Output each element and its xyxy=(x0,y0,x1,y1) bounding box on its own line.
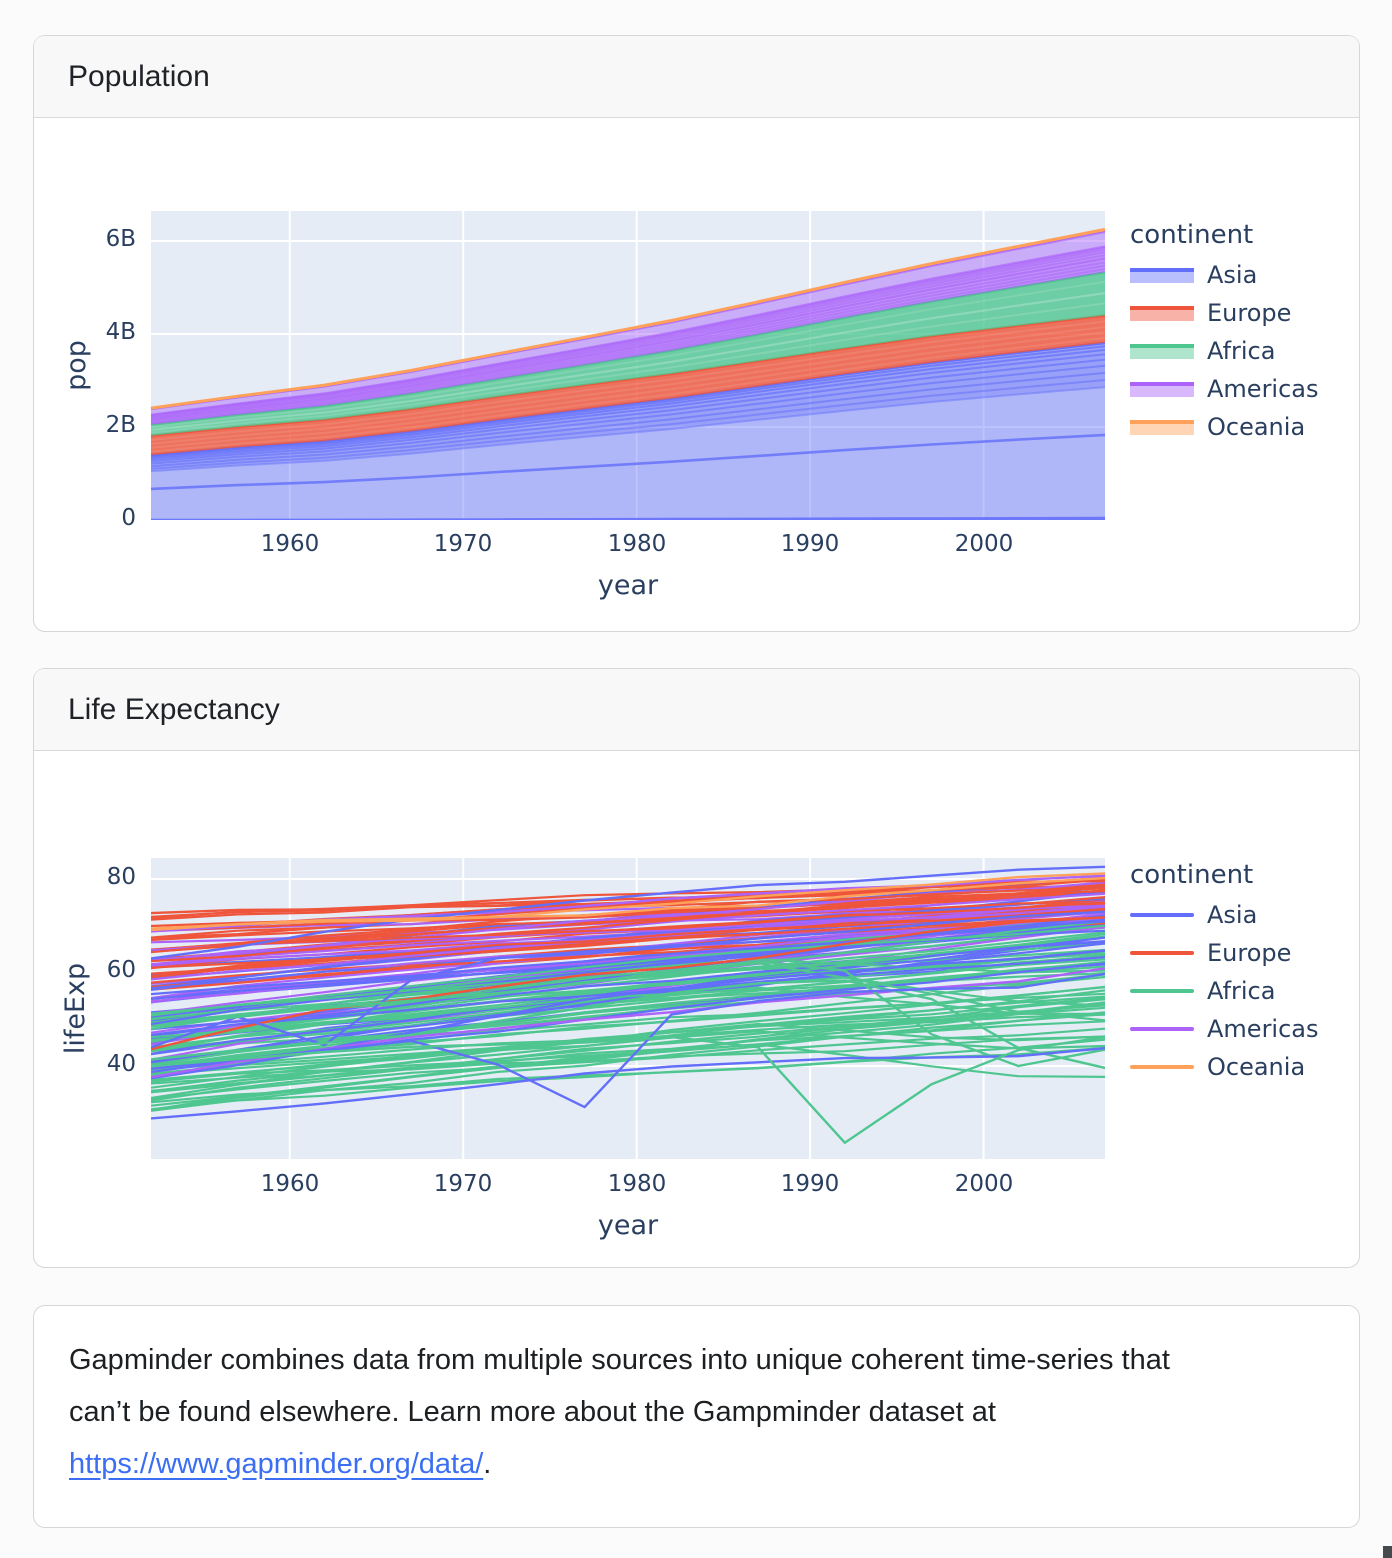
population-legend-title: continent xyxy=(1130,220,1254,250)
population-x-axis-title-text: year xyxy=(597,570,659,601)
life-expectancy-legend-item-europe[interactable] xyxy=(1130,934,1359,972)
population-ytick-6B: 6B xyxy=(105,226,136,252)
population-legend-label: Europe xyxy=(1207,299,1292,327)
life-expectancy-legend-title: continent xyxy=(1130,860,1254,890)
life-expectancy-legend xyxy=(1130,860,1359,1086)
scrollbar-artifact xyxy=(1383,1546,1392,1558)
population-card-title: Population xyxy=(68,59,210,93)
oceania-area-swatch xyxy=(1130,420,1194,435)
life-expectancy-x-axis-title xyxy=(151,1210,1105,1241)
life-expectancy-card-title: Life Expectancy xyxy=(68,692,280,726)
population-card-header xyxy=(34,36,1359,118)
life-expectancy-legend-label: Europe xyxy=(1207,939,1292,967)
footer-text-period: . xyxy=(483,1448,492,1480)
population-legend-item-americas[interactable] xyxy=(1130,370,1359,408)
africa-line-swatch xyxy=(1130,989,1194,993)
footer-card xyxy=(33,1305,1360,1528)
life-expectancy-card-header xyxy=(34,669,1359,751)
population-legend-label: Oceania xyxy=(1207,413,1306,441)
population-card xyxy=(33,35,1360,632)
life-expectancy-ytick-60: 60 xyxy=(106,957,136,983)
europe-line-swatch xyxy=(1130,951,1194,955)
footer-text-block xyxy=(34,1306,1239,1490)
population-xtick-1980: 1980 xyxy=(607,531,667,557)
population-legend-label: Americas xyxy=(1207,375,1319,403)
life-expectancy-xtick-2000: 2000 xyxy=(954,1171,1014,1197)
oceania-line-swatch xyxy=(1130,1065,1194,1069)
life-expectancy-legend-item-oceania[interactable] xyxy=(1130,1048,1359,1086)
population-x-axis-title xyxy=(151,570,1105,601)
population-legend-label: Africa xyxy=(1207,337,1276,365)
life-expectancy-xtick-1960: 1960 xyxy=(260,1171,320,1197)
europe-area-swatch xyxy=(1130,306,1194,321)
asia-line-swatch xyxy=(1130,913,1194,917)
population-legend-item-oceania[interactable] xyxy=(1130,408,1359,446)
population-ytick-2B: 2B xyxy=(105,412,136,438)
life-expectancy-xtick-1970: 1970 xyxy=(433,1171,493,1197)
population-xtick-1960: 1960 xyxy=(260,531,320,557)
population-y-axis-title xyxy=(58,211,94,520)
asia-area-swatch xyxy=(1130,268,1194,283)
life-expectancy-legend-label: Oceania xyxy=(1207,1053,1306,1081)
life-expectancy-legend-label: Asia xyxy=(1207,901,1258,929)
life-expectancy-card xyxy=(33,668,1360,1268)
population-legend-item-asia[interactable] xyxy=(1130,256,1359,294)
life-expectancy-y-axis-title-text: lifeExp xyxy=(60,962,92,1055)
life-expectancy-legend-item-asia[interactable] xyxy=(1130,896,1359,934)
life-expectancy-ytick-80: 80 xyxy=(106,864,136,890)
population-y-axis-title-text: pop xyxy=(60,340,92,391)
population-ytick-0: 0 xyxy=(121,505,136,531)
life-expectancy-xtick-1980: 1980 xyxy=(607,1171,667,1197)
population-legend-label: Asia xyxy=(1207,261,1258,289)
population-xtick-1990: 1990 xyxy=(780,531,840,557)
life-expectancy-legend-item-americas[interactable] xyxy=(1130,1010,1359,1048)
life-expectancy-ytick-40: 40 xyxy=(106,1051,136,1077)
africa-area-swatch xyxy=(1130,344,1194,359)
population-legend-item-europe[interactable] xyxy=(1130,294,1359,332)
americas-line-swatch xyxy=(1130,1027,1194,1031)
americas-area-swatch xyxy=(1130,382,1194,397)
population-xtick-1970: 1970 xyxy=(433,531,493,557)
life-expectancy-legend-label: Americas xyxy=(1207,1015,1319,1043)
life-expectancy-y-axis-title xyxy=(58,858,94,1159)
footer-text: Gapminder combines data from multiple sources into unique coherent time-series that can’t be found elsewhere. Learn more about the Gampminder dataset at xyxy=(69,1344,1170,1428)
population-xtick-2000: 2000 xyxy=(954,531,1014,557)
gapminder-data-link[interactable]: https://www.gapminder.org/data/ xyxy=(69,1448,484,1480)
population-legend xyxy=(1130,220,1359,446)
population-ytick-4B: 4B xyxy=(105,319,136,345)
life-expectancy-xtick-1990: 1990 xyxy=(780,1171,840,1197)
life-expectancy-legend-label: Africa xyxy=(1207,977,1276,1005)
life-expectancy-legend-item-africa[interactable] xyxy=(1130,972,1359,1010)
population-legend-item-africa[interactable] xyxy=(1130,332,1359,370)
life-expectancy-x-axis-title-text: year xyxy=(597,1210,659,1241)
